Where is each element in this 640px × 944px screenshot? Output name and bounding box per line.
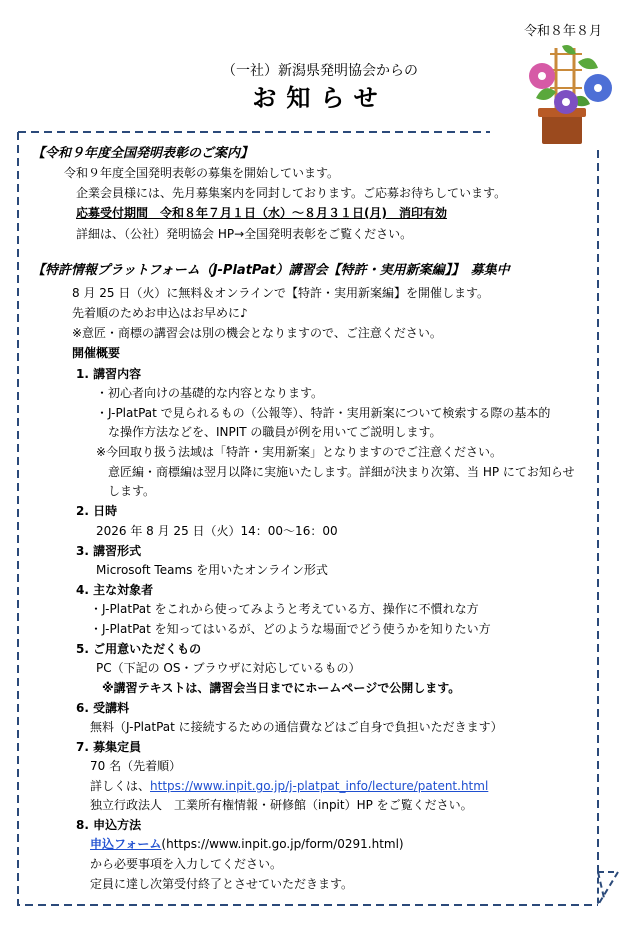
application-form-url[interactable]: (https://www.inpit.go.jp/form/0291.html) bbox=[161, 837, 404, 851]
item3-format: Microsoft Teams を用いたオンライン形式 bbox=[96, 563, 328, 577]
item7-heading: 7. 募集定員 bbox=[76, 740, 142, 754]
item6-fee: 無料（J-PlatPat に接続するための通信費などはご自身で負担いただきます） bbox=[90, 720, 503, 734]
item8-heading: 8. 申込方法 bbox=[76, 818, 142, 832]
item2-datetime: 2026 年 8 月 25 日（火）14：00～16：00 bbox=[96, 524, 338, 538]
item7-details bbox=[90, 778, 488, 795]
issue-date: 令和８年８月 bbox=[523, 24, 602, 39]
item3-heading: 3. 講習形式 bbox=[76, 544, 142, 558]
item8-form-line bbox=[90, 836, 404, 853]
notice-title: お知らせ bbox=[252, 84, 388, 112]
application-form-link[interactable]: 申込フォーム bbox=[90, 837, 162, 851]
item7-inpit: 独立行政法人 工業所有権情報・研修館（inpit）HP をご覧ください。 bbox=[90, 798, 473, 812]
item1-line-a: ・初心者向けの基礎的な内容となります。 bbox=[96, 386, 324, 400]
item5-line-b: ※講習テキストは、講習会当日までにホームページで公開します。 bbox=[102, 681, 461, 695]
section2-line3: ※意匠・商標の講習会は別の機会となりますので、ご注意ください。 bbox=[72, 326, 442, 340]
item2-heading: 2. 日時 bbox=[76, 504, 118, 518]
item5-heading: 5. ご用意いただくもの bbox=[76, 642, 202, 656]
section2-line2: 先着順のためお申込はお早めに♪ bbox=[72, 306, 248, 320]
folded-corner bbox=[598, 872, 618, 905]
item4-heading: 4. 主な対象者 bbox=[76, 583, 154, 597]
section1-title: 【令和９年度全国発明表彰のご案内】 bbox=[32, 146, 254, 161]
item1-line-c: ※今回取り扱う法域は「特許・実用新案」となりますのでご注意ください。 bbox=[96, 445, 503, 459]
item8-line-b: から必要事項を入力してください。 bbox=[90, 857, 283, 871]
item4-line-b: ・J-PlatPat を知ってはいるが、どのような場面でどう使うかを知りたい方 bbox=[90, 622, 491, 636]
section1-line2: 企業会員様には、先月募集案内を同封しております。ご応募お待ちしています。 bbox=[76, 186, 507, 200]
overview-heading: 開催概要 bbox=[72, 346, 121, 360]
item5-line-a: PC（下記の OS・ブラウザに対応しているもの） bbox=[96, 661, 361, 675]
item4-line-a: ・J-PlatPat をこれから使ってみようと考えている方、操作に不慣れな方 bbox=[90, 602, 479, 616]
item1-heading: 1. 講習内容 bbox=[76, 367, 142, 381]
item7-capacity: 70 名（先着順） bbox=[90, 759, 182, 773]
item1-line-b: ・J-PlatPat で見られるもの（公報等）、特許・実用新案について検索する際の基本的 bbox=[96, 406, 551, 420]
section1-line4: 詳細は、（公社）発明協会 HP→全国発明表彰をご覧ください。 bbox=[76, 227, 413, 241]
section2-title: 【特許情報プラットフォーム（J-PlatPat）講習会【特許・実用新案編】】 募集中 bbox=[32, 263, 510, 278]
section1-deadline: 応募受付期間 令和８年７月１日（水）～８月３１日(月) 消印有効 bbox=[76, 206, 447, 220]
item6-heading: 6. 受講料 bbox=[76, 701, 130, 715]
item7-details-prefix: 詳しくは、 bbox=[90, 779, 151, 793]
section1-line1: 令和９年度全国発明表彰の募集を開始しています。 bbox=[64, 166, 340, 180]
section2-line1: 8 月 25 日（火）に無料＆オンラインで【特許・実用新案編】を開催します。 bbox=[72, 286, 490, 300]
lecture-info-link[interactable]: https://www.inpit.go.jp/j-platpat_info/lecture/patent.html bbox=[150, 779, 489, 793]
item8-line-c: 定員に達し次第受付終了とさせていただきます。 bbox=[90, 877, 354, 891]
item1-line-d2: します。 bbox=[108, 484, 156, 498]
organization-heading: （一社）新潟県発明協会からの bbox=[222, 63, 418, 79]
item1-line-b2: な操作方法などを、INPIT の職員が例を用いてご説明します。 bbox=[108, 425, 442, 439]
item1-line-d: 意匠編・商標編は翌月以降に実施いたします。詳細が決まり次第、当 HP にてお知らせ bbox=[108, 465, 575, 479]
